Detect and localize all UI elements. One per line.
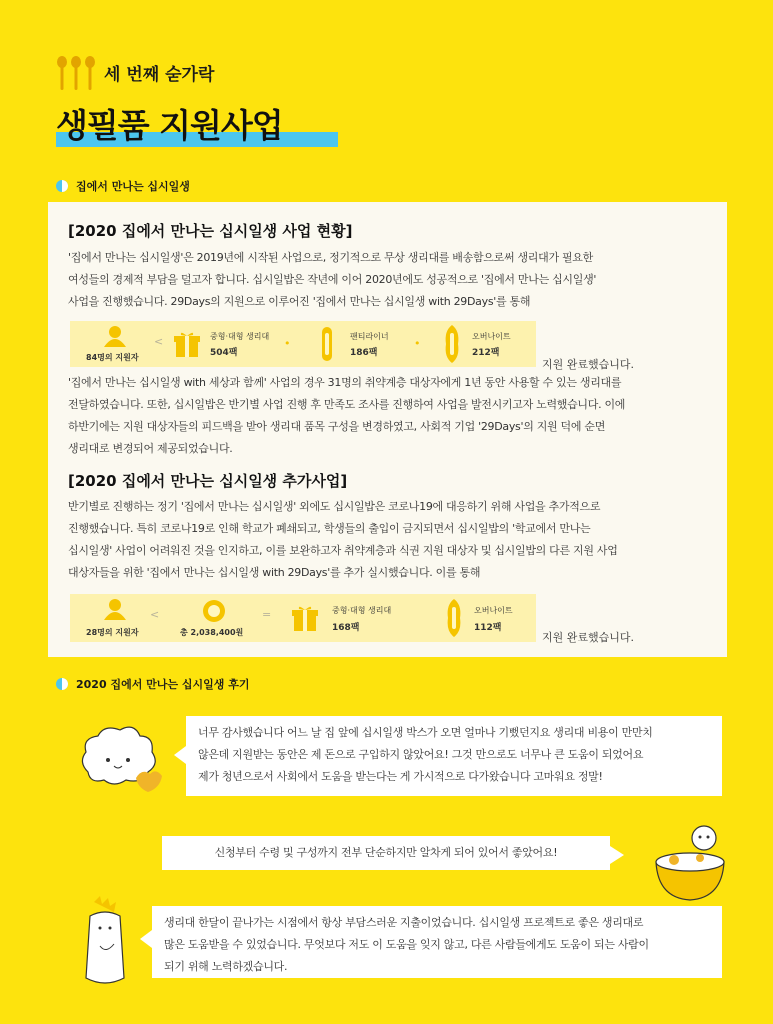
paragraph-line: '집에서 만나는 십시일생 with 세상과 함께' 사업의 경우 31명의 취약계층 대상자에게 1년 동안 사용할 수 있는 생리대를 [68, 376, 622, 389]
review-line: 제가 청년으로서 사회에서 도움을 받는다는 게 가시적으로 다가왔습니다 고마워요 정말! [198, 770, 603, 783]
separator-less: < [154, 335, 164, 348]
section-heading-reviews [56, 676, 249, 692]
separator-less: < [150, 608, 160, 621]
separator-dot: • [414, 337, 421, 350]
pad-icon [444, 325, 460, 363]
completion-text: 지원 완료했습니다. [542, 631, 635, 644]
paragraph-line: 반기별로 진행하는 정기 '집에서 만나는 십시일생' 외에도 십시일밥은 코로나19에 대응하기 위해 사업을 추가적으로 [68, 500, 601, 513]
paragraph-intro [68, 247, 708, 313]
section-heading-label: 2020 집에서 만나는 십시일생 후기 [76, 678, 250, 691]
separator-dot: • [284, 337, 291, 350]
paragraph-line: '집에서 만나는 십시일생'은 2019년에 시작된 사업으로, 정기적으로 무상 생리대를 배송함으로써 생리대가 필요한 [68, 251, 593, 264]
paragraph-line: 대상자들을 위한 '집에서 만나는 십시일생 with 29Days'를 추가 실시했습니다. 이를 통해 [68, 566, 481, 579]
people-count: 28명의 지원자 [86, 628, 139, 637]
review-line: 않은데 지원받는 동안은 제 돈으로 구입하지 않았어요! 그것 만으로도 너무나 큰 도움이 되었어요 [198, 748, 644, 761]
item-label: 중형·대형 생리대 [332, 606, 392, 615]
paragraph-line: 여성들의 경제적 부담을 덜고자 합니다. 십시일밥은 작년에 이어 2020년에도 성공적으로 '집에서 만나는 십시일생' [68, 273, 597, 286]
paragraph-line: 전달하였습니다. 또한, 십시일밥은 반기별 사업 진행 후 만족도 조사를 진행하여 사업을 발전시키고자 노력했습니다. 이에 [68, 398, 626, 411]
review-line: 되기 위해 노력하겠습니다. [164, 960, 288, 973]
separator-equals: = [262, 608, 272, 621]
people-count: 84명의 지원자 [86, 353, 139, 362]
paragraph-line: 십시일생' 사업이 어려워진 것을 인지하고, 이를 보완하고자 취약계층과 식권 지원 대상자 및 십시일밥의 다른 지원 사업 [68, 544, 618, 557]
paragraph-with-world [68, 372, 708, 460]
pad-icon [446, 599, 462, 637]
item-value: 504팩 [210, 348, 238, 358]
section-heading-home [56, 178, 190, 194]
paragraph-line: 생리대로 변경되어 제공되었습니다. [68, 442, 233, 455]
bottle-character-icon [80, 896, 130, 988]
review-bubble-1 [186, 716, 722, 796]
pad-icon [320, 327, 334, 361]
item-value: 186팩 [350, 348, 378, 358]
paragraph-line: 사업을 진행했습니다. 29Days의 지원으로 이루어진 '집에서 만나는 십시일생 with 29Days'를 통해 [68, 295, 531, 308]
stats-strip-2 [70, 594, 536, 642]
review-line: 많은 도움받을 수 있었습니다. 무엇보다 저도 이 도움을 잊지 않고, 다른 사람들에게도 도움이 되는 사람이 [164, 938, 649, 951]
page-kicker: 세 번째 숟가락 [104, 65, 215, 85]
gift-icon [174, 330, 200, 358]
item-value: 212팩 [472, 348, 500, 358]
item-value: 112팩 [474, 623, 502, 633]
review-bubble-3 [152, 906, 722, 978]
item-label: 팬티라이너 [350, 332, 389, 341]
coin-icon [202, 599, 226, 623]
review-line: 너무 감사했습니다 어느 날 집 앞에 십시일생 박스가 오면 얼마나 기뻤던지요 생리대 비용이 만만치 [198, 726, 653, 739]
review-line: 신청부터 수령 및 구성까지 전부 단순하지만 알차게 되어 있어서 좋았어요! [214, 846, 558, 859]
section-dot-icon [56, 180, 68, 192]
person-icon [102, 598, 128, 620]
stats-strip-1 [70, 321, 536, 367]
paragraph-additional [68, 496, 708, 584]
cloud-character-icon [76, 722, 172, 794]
review-line: 생리대 한달이 끝나가는 시점에서 항상 부담스러운 지출이었습니다. 십시일생 프로젝트로 좋은 생리대로 [164, 916, 644, 929]
page-title: 생필품 지원사업 [56, 106, 283, 145]
person-icon [102, 325, 128, 347]
paragraph-line: 진행했습니다. 특히 코로나19로 인해 학교가 폐쇄되고, 학생들의 출입이 금지되면서 십시일밥의 '학교에서 만나는 [68, 522, 591, 535]
item-value: 168팩 [332, 623, 360, 633]
gift-icon [292, 604, 318, 632]
total-amount: 총 2,038,400원 [180, 628, 244, 637]
spoons-icon [56, 56, 98, 92]
completion-text: 지원 완료했습니다. [542, 358, 635, 371]
item-label: 오버나이트 [474, 606, 513, 615]
subheading-status: [2020 집에서 만나는 십시일생 사업 현황] [68, 222, 353, 240]
review-bubble-2 [162, 836, 610, 870]
section-heading-label: 집에서 만나는 십시일생 [76, 180, 190, 193]
item-label: 중형·대형 생리대 [210, 332, 270, 341]
section-dot-icon [56, 678, 68, 690]
item-label: 오버나이트 [472, 332, 511, 341]
title-block [56, 100, 283, 147]
bowl-character-icon [650, 820, 730, 904]
paragraph-line: 하반기에는 지원 대상자들의 피드백을 받아 생리대 품목 구성을 변경하였고, 사회적 기업 '29Days'의 지원 덕에 순면 [68, 420, 606, 433]
subheading-additional: [2020 집에서 만나는 십시일생 추가사업] [68, 472, 348, 490]
